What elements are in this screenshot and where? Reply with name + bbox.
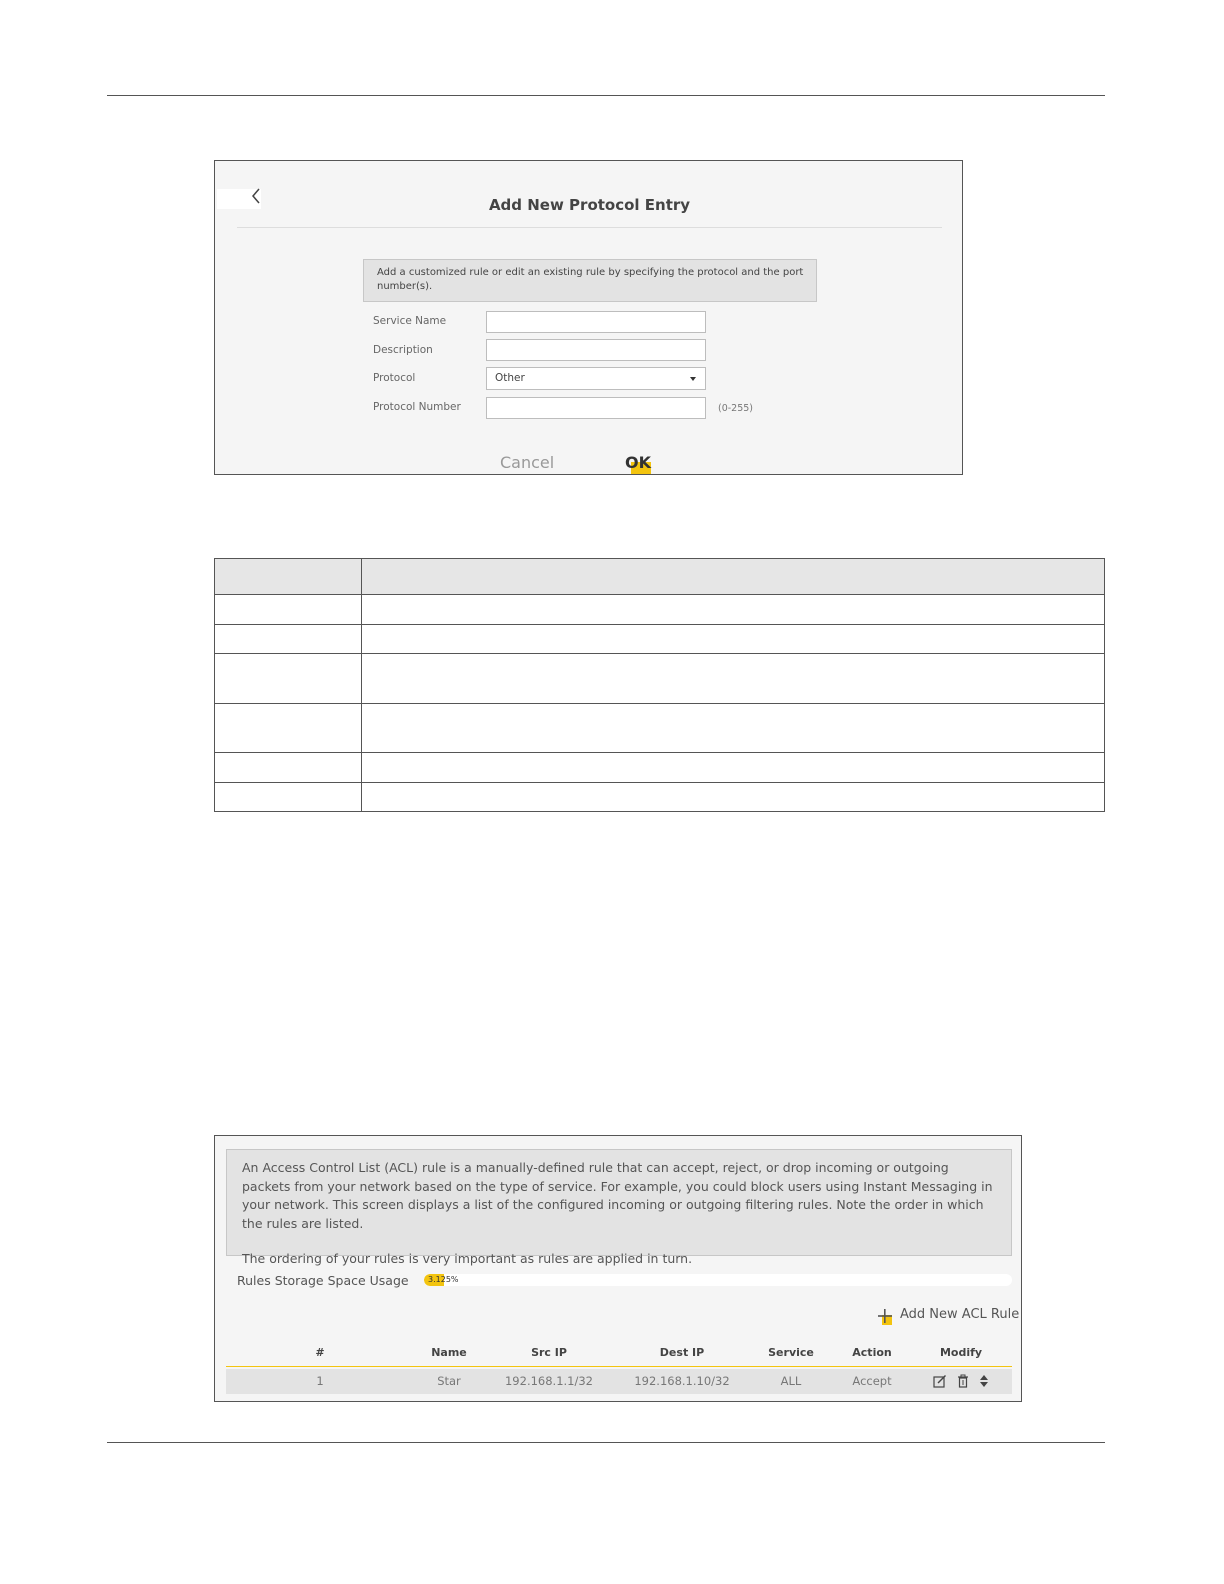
protocol-number-hint: (0-255) — [718, 403, 754, 414]
col-name: Name — [431, 1346, 467, 1359]
table-row — [215, 753, 1105, 783]
acl-info-ordering: The ordering of your rules is very important as rules are applied in turn. — [242, 1251, 693, 1266]
description-input[interactable] — [486, 339, 706, 361]
table-row — [215, 654, 1105, 704]
col-action: Action — [852, 1346, 892, 1359]
acl-info-paragraph: An Access Control List (ACL) rule is a manually-defined rule that can accept, reject, or drop incoming or outgoing packets from your network based on the type of service. For example, you could block users using Instant Messaging in your network. This screen displays a list of the configured incoming or outgoing filtering rules. Note the order in which the rules are listed. — [242, 1160, 993, 1231]
cell-dest-ip: 192.168.1.10/32 — [634, 1374, 730, 1388]
edit-icon[interactable] — [933, 1373, 947, 1392]
acl-screen — [214, 1135, 1022, 1402]
footer-rule — [107, 1442, 1105, 1443]
plus-icon — [877, 1309, 893, 1325]
field-description-table — [214, 558, 1105, 812]
protocol-select-value: Other — [495, 372, 525, 384]
protocol-label: Protocol — [373, 372, 416, 384]
acl-table-header — [226, 1342, 1012, 1367]
storage-usage-label: Rules Storage Space Usage — [237, 1273, 409, 1288]
ok-button[interactable]: OK — [625, 453, 651, 472]
add-acl-rule-label: Add New ACL Rule — [900, 1307, 1020, 1322]
col-index: # — [315, 1346, 325, 1359]
table-row — [215, 783, 1105, 812]
table-row — [226, 1369, 1012, 1394]
divider — [237, 227, 942, 228]
table-row — [215, 625, 1105, 654]
header-rule — [107, 95, 1105, 96]
caret-down-icon — [690, 377, 696, 381]
description-label: Description — [373, 344, 433, 356]
cell-name: Star — [437, 1374, 461, 1388]
sort-arrows-icon[interactable] — [979, 1373, 989, 1392]
dialog-title: Add New Protocol Entry — [488, 196, 691, 214]
cell-src-ip: 192.168.1.1/32 — [504, 1374, 594, 1388]
cell-action: Accept — [852, 1374, 892, 1388]
add-protocol-dialog — [214, 160, 963, 475]
storage-usage-bar — [424, 1274, 1012, 1286]
col-src-ip: Src IP — [531, 1346, 567, 1359]
service-name-label: Service Name — [373, 315, 447, 327]
protocol-number-label: Protocol Number — [373, 401, 461, 413]
cell-index: 1 — [316, 1374, 324, 1388]
acl-info-note — [226, 1149, 1012, 1266]
col-dest-ip: Dest IP — [659, 1346, 705, 1359]
cell-service: ALL — [780, 1374, 802, 1388]
protocol-number-input[interactable] — [486, 397, 706, 419]
service-name-input[interactable] — [486, 311, 706, 333]
info-note: Add a customized rule or edit an existing rule by specifying the protocol and the port number(s). — [363, 259, 817, 302]
storage-usage-value: 3.125% — [428, 1275, 459, 1284]
protocol-select[interactable] — [486, 367, 706, 390]
table-row — [215, 595, 1105, 625]
col-modify: Modify — [939, 1346, 983, 1359]
col-service: Service — [768, 1346, 814, 1359]
cancel-button[interactable]: Cancel — [500, 453, 555, 472]
table-row — [215, 704, 1105, 753]
table-header-row — [215, 559, 1105, 595]
trash-icon[interactable] — [957, 1373, 969, 1392]
